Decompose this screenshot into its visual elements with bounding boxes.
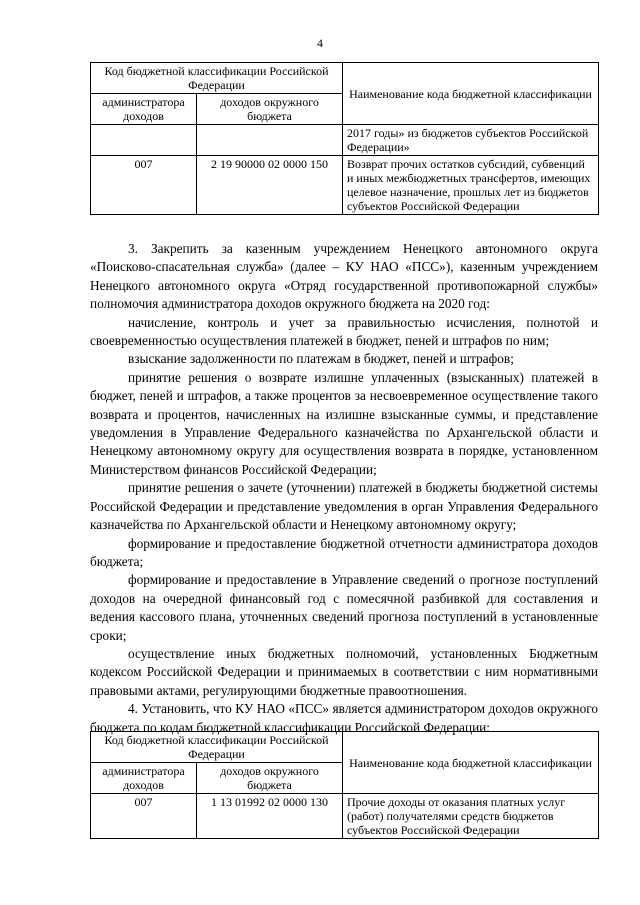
document-body bbox=[90, 240, 598, 737]
header-code-group: Код бюджетной классификации Российской Федерации bbox=[91, 732, 343, 763]
cell-name: 2017 годы» из бюджетов субъектов Российской Федерации» bbox=[343, 125, 599, 156]
paragraph: осуществление иных бюджетных полномочий, установленных Бюджетным кодексом Российской Федерации и принимаемых в соответствии с ним нормативными правовыми актами, регулирующими бюджетные правоотношения. bbox=[90, 645, 598, 698]
header-code-name: Наименование кода бюджетной классификации bbox=[343, 63, 599, 125]
cell-admin bbox=[91, 125, 197, 156]
paragraph: 4. Установить, что КУ НАО «ПСС» является администратором доходов окружного бюджета по кодам бюджетной классификации Российской Федерации: bbox=[90, 701, 598, 735]
cell-admin: 007 bbox=[91, 156, 197, 215]
paragraph: взыскание задолженности по платежам в бюджет, пеней и штрафов; bbox=[128, 351, 514, 367]
paragraph: 3. Закрепить за казенным учреждением Ненецкого автономного округа «Поисково-спасательная служба» (далее – КУ НАО «ПСС»), казенным учреждением Ненецкого автономного округа «Отряд государственной противопожарной службы» полномочия администратора доходов окружного бюджета на 2020 год: bbox=[90, 241, 598, 312]
cell-income: 2 19 90000 02 0000 150 bbox=[197, 156, 343, 215]
paragraph: принятие решения о возврате излишне уплаченных (взысканных) платежей в бюджет, пеней и штрафов, а также процентов за несвоевременное осуществление такого возврата и процентов, начисленных на излишне взысканные суммы, и представление уведомления в Управление Федерального казначейства по Архангельской области и Ненецкому автономному округу для осуществления возврата в порядке, установленном Министерством финансов Российской Федерации; bbox=[90, 369, 598, 477]
page-number: 4 bbox=[317, 36, 323, 50]
table-row bbox=[91, 125, 599, 156]
paragraph: формирование и предоставление бюджетной отчетности администратора доходов бюджета; bbox=[90, 535, 598, 569]
header-code-group: Код бюджетной классификации Российской Федерации bbox=[91, 63, 343, 94]
header-income: доходов окружного бюджета bbox=[197, 763, 343, 794]
paragraph: принятие решения о зачете (уточнении) платежей в бюджеты бюджетной системы Российской Федерации и представление уведомления в орган Управления Федерального казначейства по Архангельской области и Ненецкому автономному округу; bbox=[90, 480, 598, 533]
paragraph: формирование и предоставление в Управление сведений о прогнозе поступлений доходов на очередной финансовый год с помесячной разбивкой для составления и ведения кассового плана, уточненных сведений прогноза поступлений в установленные сроки; bbox=[90, 572, 598, 643]
cell-name: Возврат прочих остатков субсидий, субвенций и иных межбюджетных трансфертов, имеющих целевое назначение, прошлых лет из бюджетов субъектов Российской Федерации bbox=[343, 156, 599, 215]
budget-code-table-2 bbox=[90, 731, 599, 839]
paragraph: начисление, контроль и учет за правильностью исчисления, полнотой и своевременностью осуществления платежей в бюджет, пеней и штрафов по ним; bbox=[90, 314, 598, 349]
cell-admin: 007 bbox=[91, 794, 197, 839]
header-admin: администратора доходов bbox=[91, 94, 197, 125]
header-code-name: Наименование кода бюджетной классификации bbox=[343, 732, 599, 794]
table-row bbox=[91, 794, 599, 839]
cell-income: 1 13 01992 02 0000 130 bbox=[197, 794, 343, 839]
header-admin: администратора доходов bbox=[91, 763, 197, 794]
cell-income bbox=[197, 125, 343, 156]
header-income: доходов окружного бюджета bbox=[197, 94, 343, 125]
table-row bbox=[91, 156, 599, 215]
cell-name: Прочие доходы от оказания платных услуг (работ) получателями средств бюджетов субъектов Российской Федерации bbox=[343, 794, 599, 839]
budget-code-table-1 bbox=[90, 62, 599, 215]
